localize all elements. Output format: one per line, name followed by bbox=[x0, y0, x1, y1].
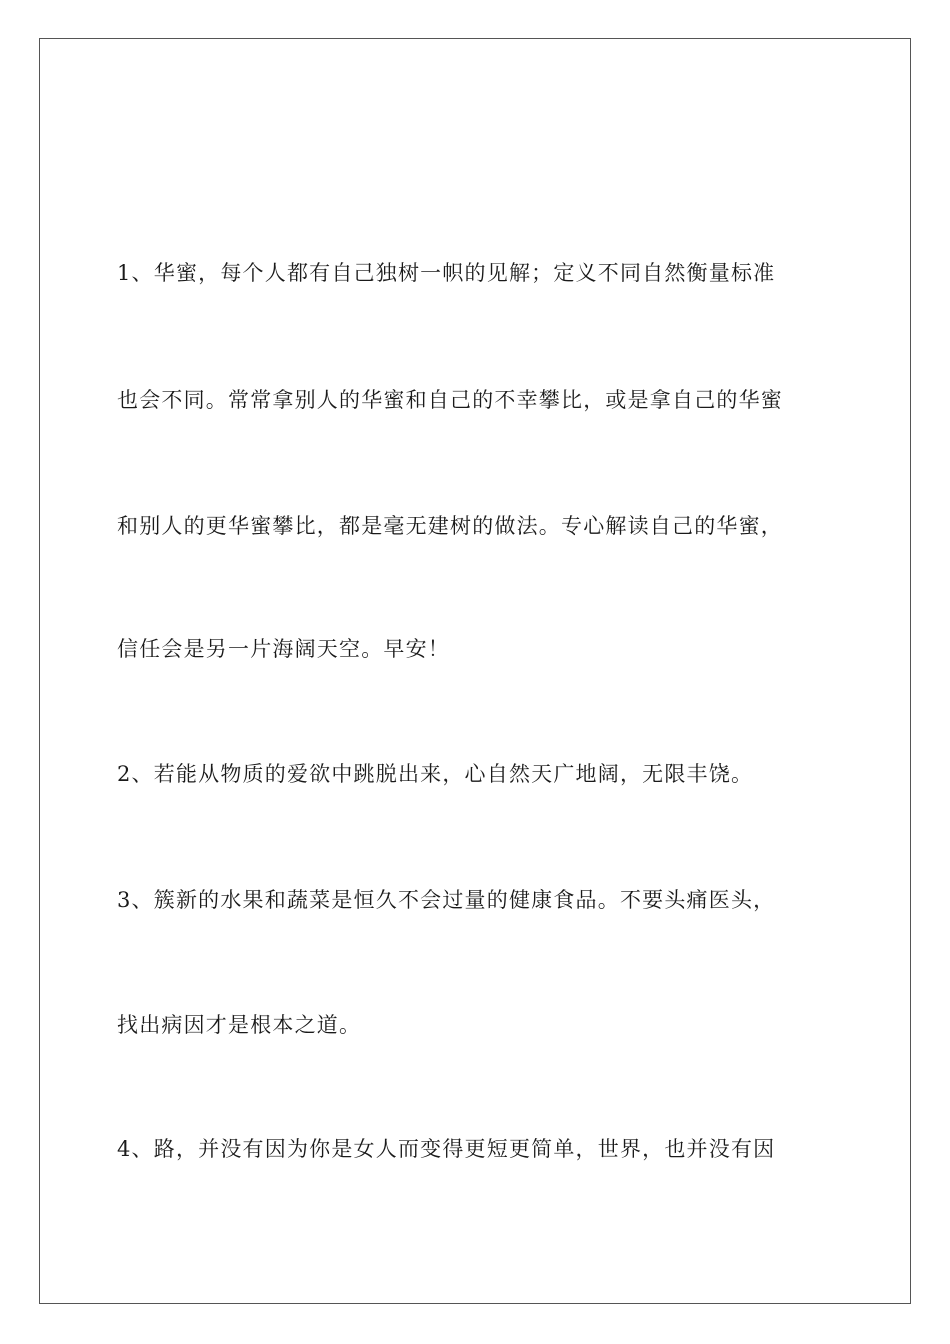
text-line-4: 信任会是另一片海阔天空。早安！ bbox=[117, 637, 450, 661]
text-line-3: 和别人的更华蜜攀比，都是毫无建树的做法。专心解读自己的华蜜， bbox=[117, 514, 783, 538]
text-line-8: 4、路，并没有因为你是女人而变得更短更简单，世界，也并没有因 bbox=[117, 1137, 776, 1161]
page-border bbox=[39, 38, 911, 1304]
text-line-1: 1、华蜜，每个人都有自己独树一帜的见解；定义不同自然衡量标准 bbox=[117, 261, 776, 285]
text-line-7: 找出病因才是根本之道。 bbox=[117, 1013, 362, 1037]
text-line-2: 也会不同。常常拿别人的华蜜和自己的不幸攀比，或是拿自己的华蜜 bbox=[117, 388, 783, 412]
text-line-5: 2、若能从物质的爱欲中跳脱出来，心自然天广地阔，无限丰饶。 bbox=[117, 762, 754, 786]
text-line-6: 3、簇新的水果和蔬菜是恒久不会过量的健康食品。不要头痛医头， bbox=[117, 888, 776, 912]
